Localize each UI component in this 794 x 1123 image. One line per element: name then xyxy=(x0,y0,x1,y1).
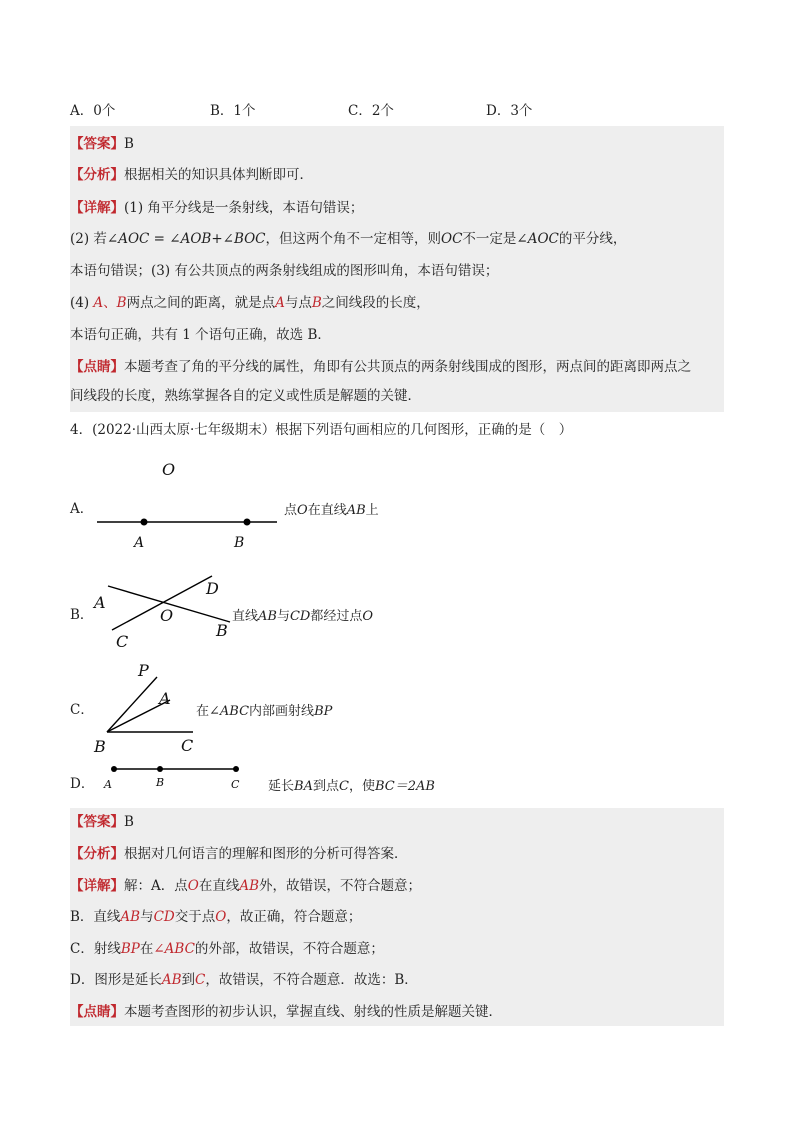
detail2-line-4 xyxy=(70,970,418,990)
detail-text: 两点之间的距离，就是点 xyxy=(126,295,276,311)
math-expression: O xyxy=(362,609,374,624)
math-expression: BC＝2AB xyxy=(374,779,435,794)
math-expression: OC xyxy=(441,231,463,247)
point-b xyxy=(157,766,163,772)
detail2-line-1 xyxy=(70,876,421,896)
comment-text: 本题考查图形的初步认识，掌握直线、射线的性质是解题关键． xyxy=(124,1004,502,1020)
point-b xyxy=(244,519,251,526)
answer-value: B xyxy=(124,814,134,830)
label-a: A xyxy=(94,593,106,612)
option-b-statement xyxy=(232,605,373,624)
math-expression: AB xyxy=(239,878,259,894)
detail-tag: 【详解】 xyxy=(70,878,124,894)
label-a: A xyxy=(159,689,171,708)
label-d: D xyxy=(206,579,219,598)
statement-text: 内部画射线 xyxy=(249,704,315,719)
detail-text: 交于点 xyxy=(174,909,216,925)
answer-line-2 xyxy=(70,812,134,832)
detail-text: ，故错误，不符合题意．故选：B． xyxy=(205,972,418,988)
label-a: A xyxy=(134,535,145,551)
detail2-line-2 xyxy=(70,907,361,927)
question-4-stem: 4．(2022·山西太原·七年级期末）根据下列语句画相应的几何图形，正确的是（ ） xyxy=(70,422,573,438)
detail-text: B．直线 xyxy=(70,909,121,925)
detail-line-5: 本语句正确，共有 1 个语句正确，故选 B． xyxy=(70,327,331,343)
label-c: C xyxy=(116,632,129,651)
detail-line-2 xyxy=(70,229,626,249)
choice-a: A．0个 xyxy=(70,103,116,119)
math-expression: A xyxy=(275,295,285,311)
statement-text: 与 xyxy=(276,609,290,624)
math-expression: C xyxy=(195,972,206,988)
detail-text: ，故正确，符合题意； xyxy=(226,909,362,925)
math-expression: AB xyxy=(346,503,366,518)
math-expression: AB xyxy=(120,909,141,925)
analysis-tag: 【分析】 xyxy=(70,167,124,183)
math-expression: BA xyxy=(294,779,313,794)
detail-text: 外，故错误，不符合题意； xyxy=(259,878,421,894)
math-expression: O xyxy=(187,878,199,894)
detail-text: (2) 若 xyxy=(70,231,107,247)
detail-text: (1) 角平分线是一条射线，本语句错误； xyxy=(124,200,364,216)
detail-tag: 【详解】 xyxy=(70,200,124,216)
point-c xyxy=(233,766,239,772)
detail-text: ，但这两个角不一定相等，则 xyxy=(265,231,442,247)
detail-line-4 xyxy=(70,293,430,313)
option-b-letter: B． xyxy=(70,607,94,623)
comment-text: 本题考查了角的平分线的属性，角即有公共顶点的两条射线围成的图形，两点间的距离即两点之 xyxy=(124,359,691,375)
analysis-text: 根据对几何语言的理解和图形的分析可得答案． xyxy=(124,846,408,862)
choice-c: C．2个 xyxy=(348,103,394,119)
math-expression: A xyxy=(93,295,104,311)
option-a-statement xyxy=(284,499,379,518)
detail-text: 与 xyxy=(140,909,154,925)
option-c-statement xyxy=(196,700,332,719)
label-b: B xyxy=(156,776,165,789)
math-expression: O xyxy=(215,909,227,925)
comment-line-1 xyxy=(70,357,691,377)
option-c-figure xyxy=(90,660,210,760)
analysis-tag: 【分析】 xyxy=(70,846,124,862)
label-a: A xyxy=(104,778,112,791)
label-o: O xyxy=(160,606,174,625)
label-b: B xyxy=(94,737,106,756)
option-d-figure xyxy=(100,762,250,794)
comment-line-2: 间线段的长度，熟练掌握各自的定义或性质是解题的关键． xyxy=(70,388,421,404)
statement-text: 点 xyxy=(284,503,298,518)
math-expression: CD xyxy=(289,609,311,624)
math-expression: ∠AOC xyxy=(516,231,559,247)
math-expression: C xyxy=(338,779,349,794)
analysis-text: 根据相关的知识具体判断即可． xyxy=(124,167,313,183)
detail-text: 的平分线， xyxy=(558,231,627,247)
choice-b: B．1个 xyxy=(210,103,256,119)
label-o: O xyxy=(162,460,176,479)
statement-text: 延长 xyxy=(268,779,295,794)
detail-text: 在直线 xyxy=(198,878,240,894)
statement-text: 到点 xyxy=(312,779,339,794)
statement-text: 直线 xyxy=(232,609,259,624)
detail2-line-3 xyxy=(70,939,384,959)
answer-value: B xyxy=(124,136,134,152)
math-expression: ∠ABC xyxy=(209,704,250,719)
option-d-letter: D． xyxy=(70,776,95,792)
detail-text: 与点 xyxy=(284,295,312,311)
statement-text: 在直线 xyxy=(307,503,347,518)
detail-text: 、 xyxy=(103,295,117,311)
detail-text: C．射线 xyxy=(70,941,121,957)
label-c: C xyxy=(181,736,194,755)
label-p: P xyxy=(138,661,149,680)
statement-text: 在 xyxy=(196,704,210,719)
option-a-letter: A． xyxy=(70,501,94,517)
option-a-figure xyxy=(90,455,290,555)
choice-d: D．3个 xyxy=(486,103,533,119)
math-expression: ∠AOC = ∠AOB+∠BOC xyxy=(106,231,266,247)
label-b: B xyxy=(234,535,245,551)
analysis-line-2 xyxy=(70,844,408,864)
detail-text: (4) xyxy=(70,295,94,311)
ray-bp xyxy=(107,677,157,732)
statement-text: 都经过点 xyxy=(310,609,363,624)
answer-tag: 【答案】 xyxy=(70,136,124,152)
point-a xyxy=(111,766,117,772)
option-c-letter: C． xyxy=(70,702,94,718)
statement-text: ，使 xyxy=(348,779,375,794)
math-expression: ∠ABC xyxy=(153,941,195,957)
detail-line-3: 本语句错误；(3) 有公共顶点的两条射线组成的图形叫角，本语句错误； xyxy=(70,263,499,279)
math-expression: AB xyxy=(161,972,182,988)
option-d-statement xyxy=(268,775,435,794)
detail-text: 到 xyxy=(181,972,195,988)
math-expression: BP xyxy=(120,941,140,957)
point-a xyxy=(141,519,148,526)
label-c: C xyxy=(231,778,240,791)
math-expression: CD xyxy=(153,909,175,925)
comment-tag: 【点睛】 xyxy=(70,1004,124,1020)
label-b: B xyxy=(216,621,228,640)
detail-text: 在 xyxy=(139,941,154,957)
detail-text: 解：A．点 xyxy=(124,878,188,894)
math-expression: B xyxy=(116,295,127,311)
math-expression: O xyxy=(297,503,308,518)
analysis-line-1 xyxy=(70,165,313,185)
math-expression: B xyxy=(311,295,322,311)
math-expression: AB xyxy=(258,609,277,624)
detail-text: D．图形是延长 xyxy=(70,972,162,988)
math-expression: BP xyxy=(314,704,333,719)
statement-text: 上 xyxy=(365,503,379,518)
detail-text: 之间线段的长度， xyxy=(321,295,430,311)
answer-tag: 【答案】 xyxy=(70,814,124,830)
comment2-line xyxy=(70,1002,502,1022)
detail-text: 的外部，故错误，不符合题意； xyxy=(194,941,384,957)
answer-line-1 xyxy=(70,134,134,154)
detail-line-1 xyxy=(70,198,363,218)
option-b-figure xyxy=(90,570,240,655)
detail-text: 不一定是 xyxy=(462,231,517,247)
comment-tag: 【点睛】 xyxy=(70,359,124,375)
